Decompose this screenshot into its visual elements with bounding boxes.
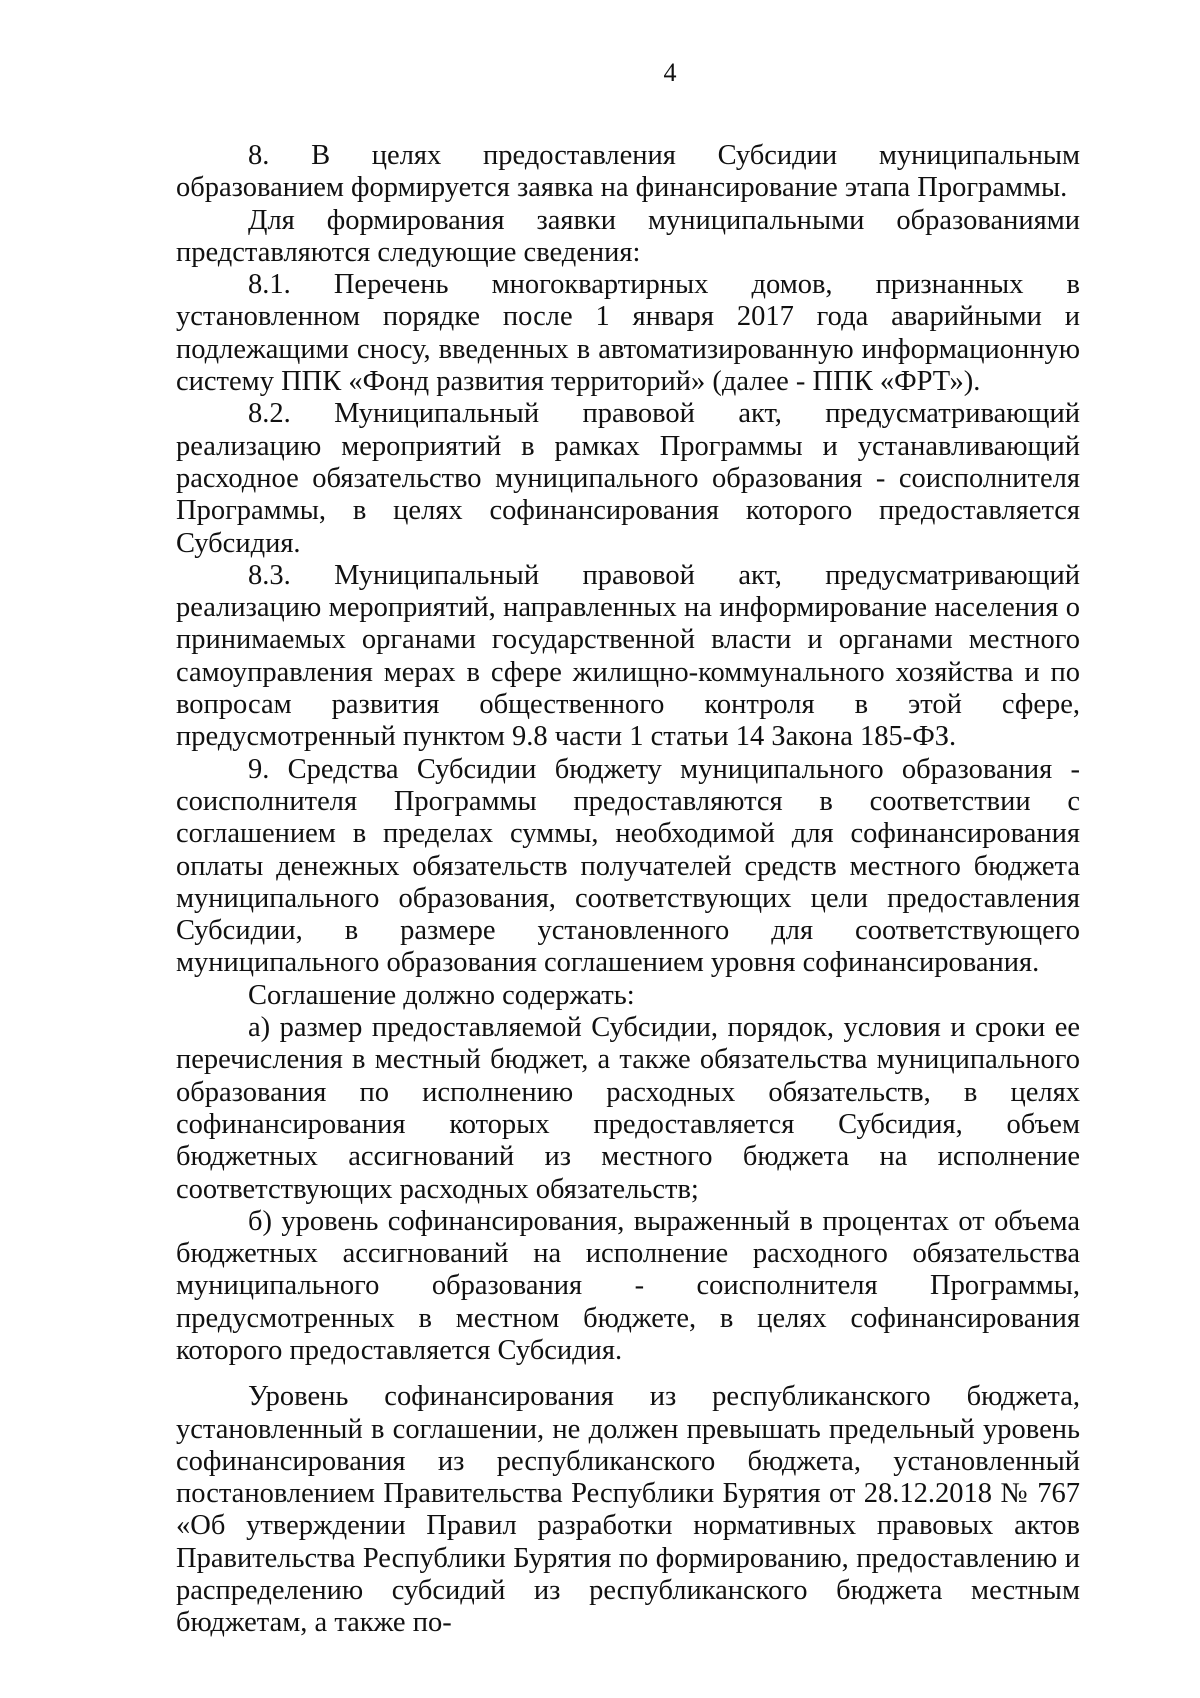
paragraph-cofinancing-level: Уровень софинансирования из республиканского бюджета, установленный в соглашении, не должен превышать предельный уровень софинансирования из республиканского бюджета, установленный постановлением Правительства Республики Бурятия от 28.12.2018 № 767 «Об утверждении Правил разработки нормативных правовых актов Правительства Республики Бурятия по формированию, предоставлению и распределению субсидий из республиканского бюджета местным бюджетам, а также по-: [176, 1381, 1080, 1639]
paragraph-item-a: а) размер предоставляемой Субсидии, порядок, условия и сроки ее перечисления в местный бюджет, а также обязательства муниципального образования по исполнению расходных обязательств, в целях софинансирования которых предоставляется Субсидия, объем бюджетных ассигнований из местного бюджета на исполнение соответствующих расходных обязательств;: [176, 1012, 1080, 1205]
paragraph-8-1: 8.1. Перечень многоквартирных домов, признанных в установленном порядке после 1 января 2017 года аварийными и подлежащими сносу, введенных в автоматизированную информационную систему ППК «Фонд развития территорий» (далее - ППК «ФРТ»).: [176, 269, 1080, 398]
paragraph-agreement-contents: Соглашение должно содержать:: [248, 979, 635, 1011]
paragraph-8-2: 8.2. Муниципальный правовой акт, предусматривающий реализацию мероприятий в рамках Программы и устанавливающий расходное обязательство муниципального образования - соисполнителя Программы, в целях софинансирования которого предоставляется Субсидия.: [176, 398, 1080, 559]
paragraph-8: 8. В целях предоставления Субсидии муниципальным образованием формируется заявка на финансирование этапа Программы.: [176, 140, 1080, 204]
paragraph-8-3: 8.3. Муниципальный правовой акт, предусматривающий реализацию мероприятий, направленных на информирование населения о принимаемых органами государственной власти и органами местного самоуправления мерах в сфере жилищно-коммунального хозяйства и по вопросам развития общественного контроля в этой сфере, предусмотренный пунктом 9.8 части 1 статьи 14 Закона 185-ФЗ.: [176, 559, 1080, 753]
paragraph-9: 9. Средства Субсидии бюджету муниципального образования - соисполнителя Программы предоставляются в соответствии с соглашением в пределах суммы, необходимой для софинансирования оплаты денежных обязательств получателей средств местного бюджета муниципального образования, соответствующих цели предоставления Субсидии, в размере установленного для соответствующего муниципального образования соглашением уровня софинансирования.: [176, 753, 1080, 979]
document-body: [176, 140, 1080, 1640]
page-number: 4: [663, 58, 677, 87]
paragraph-item-b: б) уровень софинансирования, выраженный в процентах от объема бюджетных ассигнований на исполнение расходного обязательства муниципального образования - соисполнителя Программы, предусмотренных в местном бюджете, в целях софинансирования которого предоставляется Субсидия.: [176, 1205, 1080, 1366]
paragraph-application-info: Для формирования заявки муниципальными образованиями представляются следующие сведения:: [176, 204, 1080, 268]
